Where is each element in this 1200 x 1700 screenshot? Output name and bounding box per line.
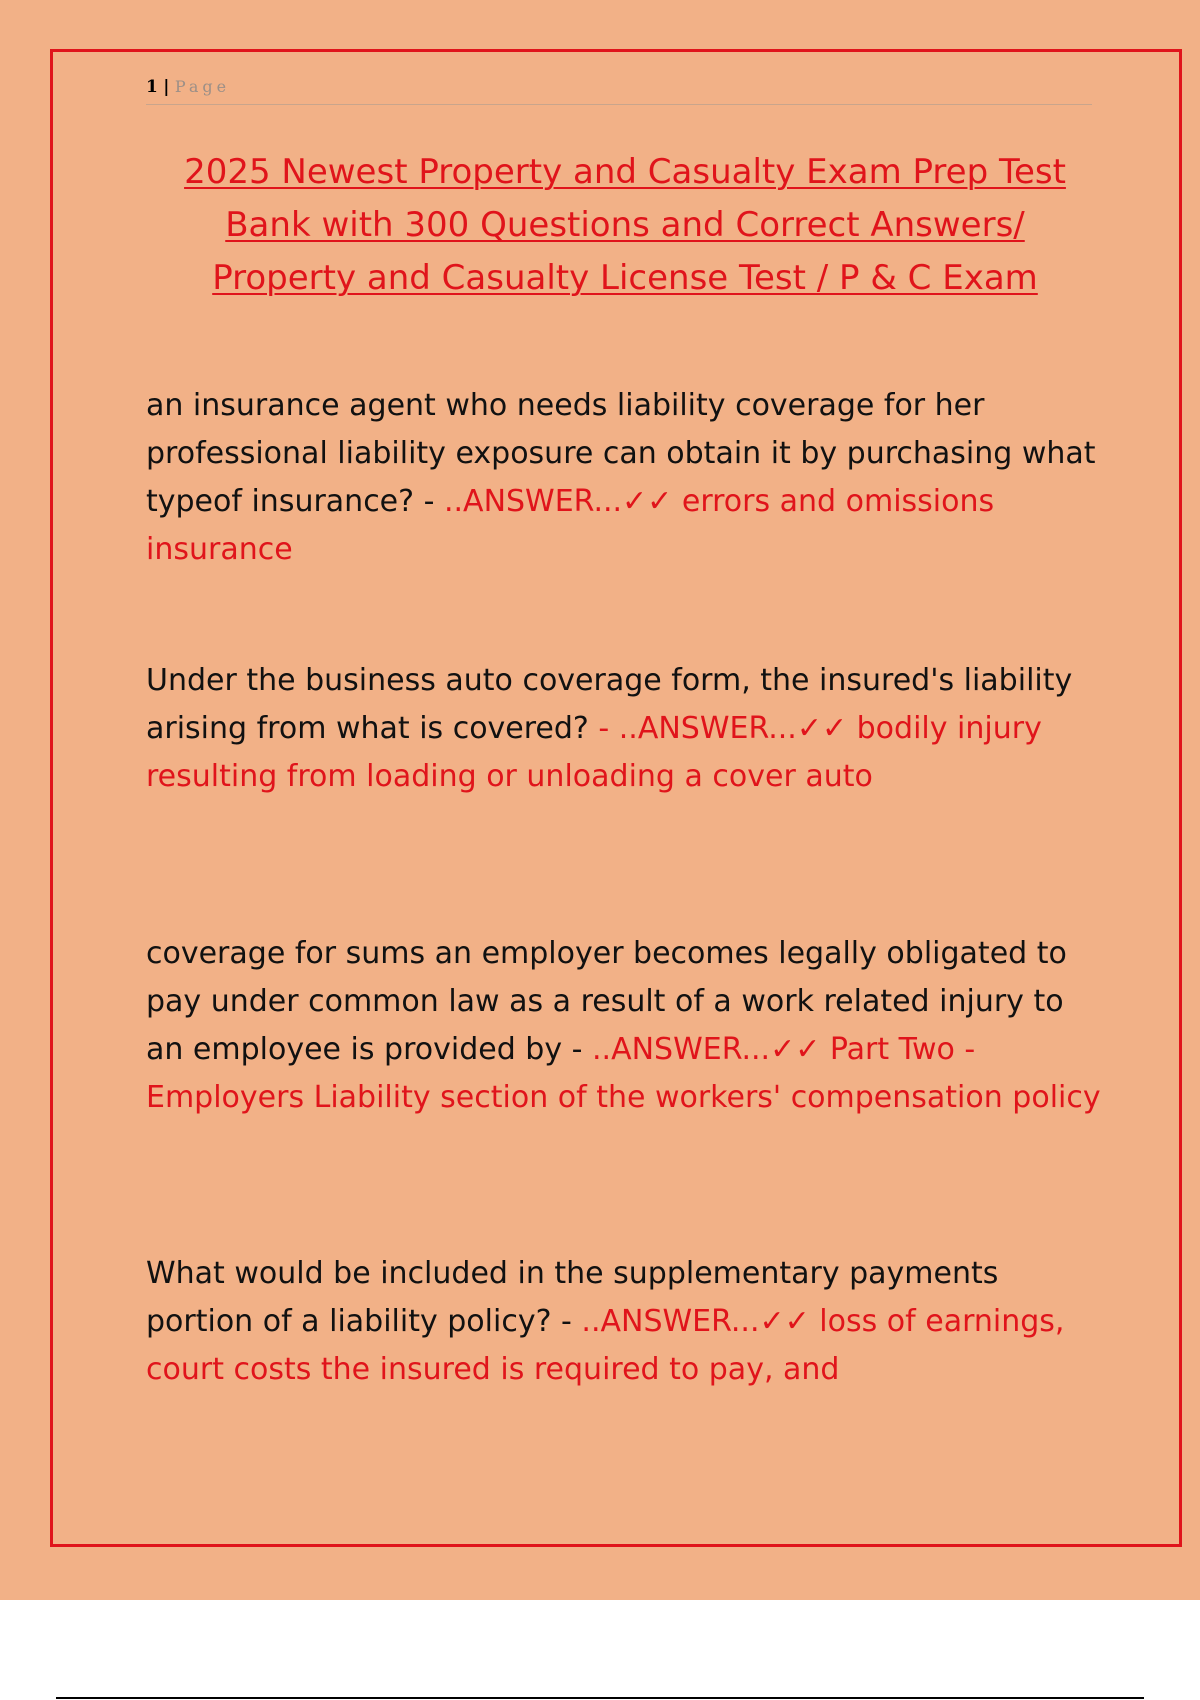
qa-item	[146, 657, 1106, 801]
qa-item	[146, 930, 1106, 1122]
page-separator: |	[163, 77, 170, 97]
answer-text: ..ANSWER...✓✓ loss of earnings, court costs the insured is required to pay, and	[146, 1304, 1065, 1387]
question-text: Under the business auto coverage form, the insured's liability arising from what is covered?	[146, 663, 1073, 746]
page-header	[146, 76, 1092, 105]
title-line-1: 2025 Newest Property and Casualty Exam Prep Test	[184, 152, 1066, 192]
page-divider	[56, 1697, 1144, 1699]
qa-item	[146, 382, 1106, 574]
page-label: Page	[174, 77, 231, 96]
title-line-2: Bank with 300 Questions and Correct Answers/	[225, 205, 1025, 245]
page-number: 1	[146, 77, 158, 97]
question-text: What would be included in the supplementary payments portion of a liability policy? -	[146, 1256, 999, 1339]
question-text: coverage for sums an employer becomes legally obligated to pay under common law as a result of a work related injury to an employee is provided by -	[146, 936, 1067, 1067]
answer-text: ..ANSWER...✓✓ errors and omissions insurance	[146, 484, 995, 567]
answer-text: - ..ANSWER...✓✓ bodily injury resulting from loading or unloading a cover auto	[146, 711, 1042, 794]
answer-text: ..ANSWER...✓✓ Part Two - Employers Liability section of the workers' compensation policy	[146, 1032, 1101, 1115]
title-line-3: Property and Casualty License Test / P & C Exam	[212, 258, 1038, 298]
question-text: an insurance agent who needs liability coverage for her professional liability exposure can obtain it by purchasing what typeof insurance? -	[146, 388, 1096, 519]
document-title	[100, 146, 1150, 305]
qa-item	[146, 1250, 1106, 1394]
